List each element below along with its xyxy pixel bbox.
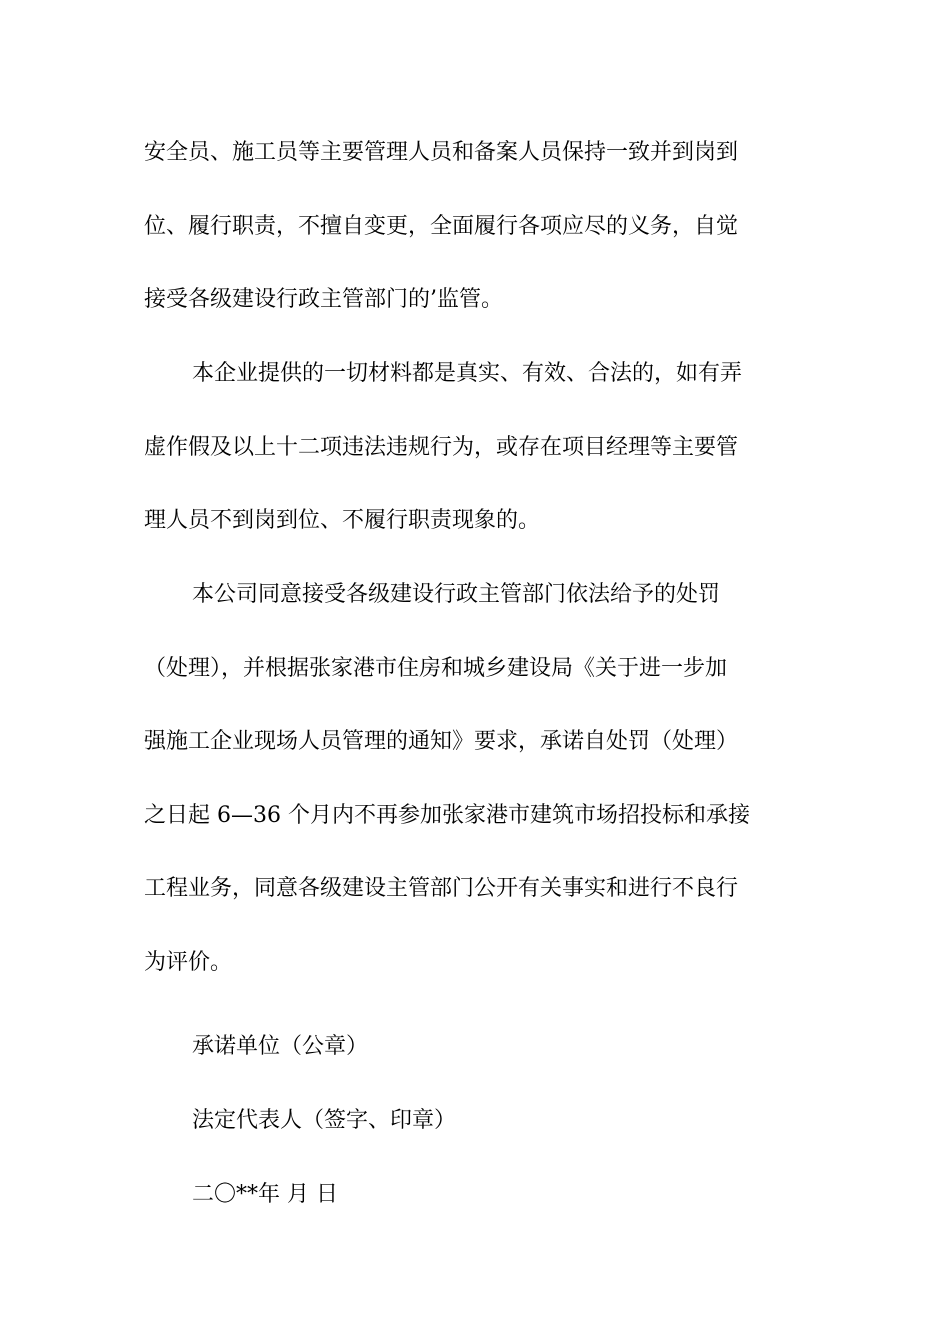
text-line: 本企业提供的一切材料都是真实、有效、合法的，如有弄	[192, 361, 743, 386]
text-line: 理人员不到岗到位、不履行职责现象的。	[144, 508, 541, 534]
signature-representative: 法定代表人（签字、印章）	[192, 1108, 457, 1133]
text-line: 本公司同意接受各级建设行政主管部门依法给予的处罚	[192, 582, 721, 607]
text-line: （处理），并根据张家港市住房和城乡建设局《关于进一步加	[144, 655, 728, 681]
text-line: 工程业务，同意各级建设主管部门公开有关事实和进行不良行	[144, 876, 739, 902]
text-line: 接受各级建设行政主管部门的’监管。	[144, 287, 503, 313]
signature-date: 二〇**年 月 日	[192, 1182, 338, 1207]
signature-unit: 承诺单位（公章）	[192, 1034, 369, 1059]
paragraph-materials	[144, 337, 808, 558]
text-line: 之日起 6—36 个月内不再参加张家港市建筑市场招投标和承接	[144, 802, 750, 828]
paragraph-penalty	[144, 558, 808, 1000]
text-line: 为评价。	[144, 949, 233, 975]
text-line: 强施工企业现场人员管理的通知》要求，承诺自处罚（处理）	[144, 729, 739, 755]
text-line: 虚作假及以上十二项违法违规行为，或存在项目经理等主要管	[144, 434, 739, 460]
text-line: 位、履行职责，不擅自变更，全面履行各项应尽的义务，自觉	[144, 213, 739, 239]
text-line: 安全员、施工员等主要管理人员和备案人员保持一致并到岗到	[144, 140, 739, 165]
paragraph-continued	[144, 116, 808, 337]
